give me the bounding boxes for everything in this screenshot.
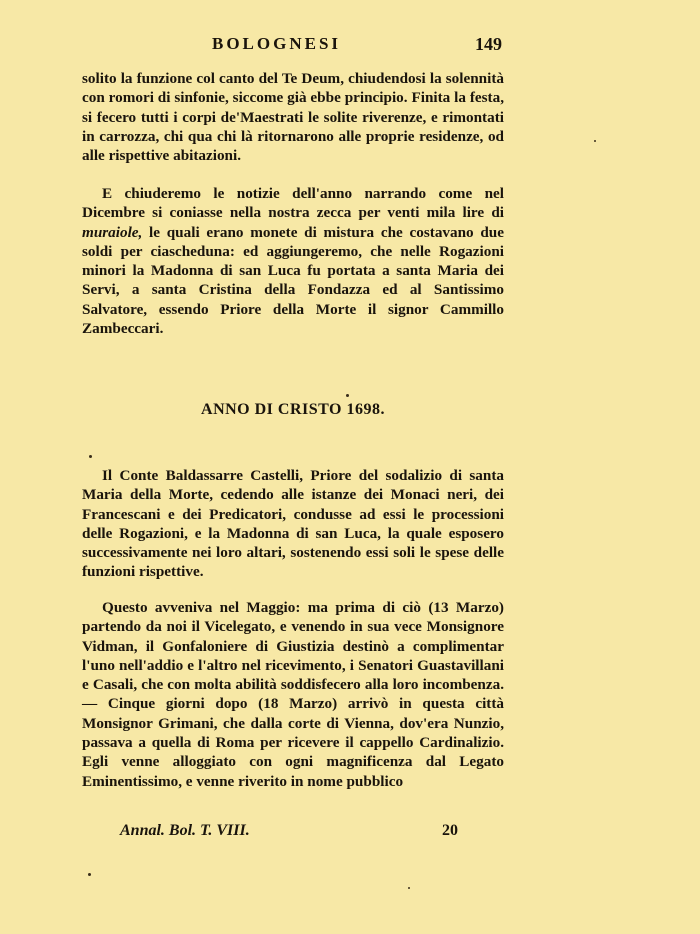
paragraph-maggio: Questo avveniva nel Maggio: ma prima di ciò (13 Marzo) partendo da noi il Vicelegato, e venendo in sua vece Monsignore Vidman, il Gonfaloniere di Giustizia destinò a complimentar l'uno nell'addio e l'altro nel ricevimento, i Senatori Guastavillani e Casali, che con molta abilità soddisfecero alla loro incombenza. — Cinque giorni dopo (18 Marzo) arrivò in questa città Monsignor Grimani, che dalla corte di Vienna, dov'era Nunzio, passava a quella di Roma per ricevere il cappello Cardinalizio. Egli venne alloggiato con ogni magnificenza dal Legato Eminentissimo, e venne riverito in nome pubblico [82, 599, 504, 790]
section-heading: ANNO DI CRISTO 1698. [201, 401, 385, 418]
signature-mark: Annal. Bol. T. VIII. [120, 822, 250, 839]
paragraph-text: le quali erano monete di mistura che costavano due soldi per ciascheduna: ed aggiungeremo, che nelle Rogazioni minori la Madonna di san Luca fu portata a santa Maria dei Servi, a santa Cristina della Fondazza ed al Santissimo Salvatore, essendo Priore della Morte il signor Cammillo Zambeccari. [82, 223, 504, 338]
ink-speck [594, 140, 596, 142]
paragraph-muraiole [82, 184, 504, 338]
footer-signature-line [82, 822, 504, 844]
paragraph-castelli: Il Conte Baldassarre Castelli, Priore del sodalizio di santa Maria della Morte, cedendo alle istanze dei Monaci neri, dei Francescani e dei Predicatori, condusse ad essi le processioni delle Rogazioni, e la Madonna di san Luca, la quale esposero successivamente nei loro altari, sostenendo essi soli le spese delle funzioni rispettive. [82, 467, 504, 581]
italic-term: muraiole, [82, 223, 143, 241]
ink-speck [88, 873, 91, 876]
signature-number: 20 [442, 822, 458, 839]
paragraph-text: E chiuderemo le notizie dell'anno narrando come nel Dicembre si coniasse nella nostra zecca per venti mila lire di [82, 185, 504, 222]
ink-speck [346, 394, 349, 397]
ink-speck [89, 455, 92, 458]
ink-speck [408, 887, 410, 889]
paragraph-continuation: solito la funzione col canto del Te Deum, chiudendosi la solennità con romori di sinfonie, siccome già ebbe principio. Finita la festa, si fecero tutti i corpi de'Maestrati le solite riverenze, e rimontati in carrozza, chi qua chi là ritornarono alle proprie residenze, od alle rispettive abitazioni. [82, 70, 504, 165]
running-head [82, 34, 502, 56]
page-number: 149 [475, 34, 502, 54]
running-title: BOLOGNESI [212, 34, 342, 53]
